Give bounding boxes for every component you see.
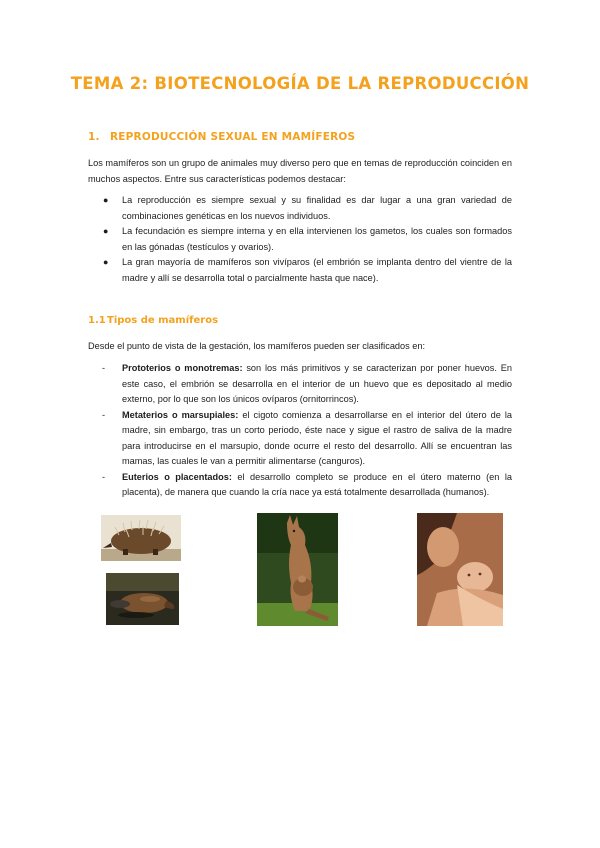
list-item-text: La reproducción es siempre sexual y su finalidad es dar lugar a una gran variedad de combinaciones genéticas en los nuevos individuos.	[122, 195, 512, 221]
bullet-icon: ●	[103, 195, 109, 205]
dash-marker: -	[102, 409, 106, 420]
platypus-image	[106, 573, 179, 625]
list-item	[88, 224, 512, 255]
list-item	[88, 255, 512, 286]
definition: el cigoto comienza a desarrollarse en el interior del útero de la madre, sin embargo, tras un corto periodo, éste nace y sigue el rastro de saliva de la madre para introducirse en el marsupio, donde ocurre el resto del desarrollo. Allí se encuentran las mamas, las cuales le van a permitir alimentarse (canguros).	[122, 409, 512, 466]
echidna-image	[101, 515, 181, 561]
list-item	[88, 193, 512, 224]
dash-marker: -	[102, 363, 106, 373]
section-1-intro: Los mamíferos son un grupo de animales muy diverso pero que en temas de reproducción coinciden en muchos aspectos. Entre sus características podemos destacar:	[88, 158, 512, 184]
list-item-text: La gran mayoría de mamíferos son vivíparos (el embrión se implanta dentro del vientre de la madre y allí se desarrolla total o parcialmente hasta que nace).	[122, 257, 512, 283]
section-heading-text: REPRODUCCIÓN SEXUAL EN MAMÍFEROS	[110, 131, 356, 143]
subsection-heading	[88, 315, 218, 326]
list-item	[88, 361, 512, 408]
subsection-intro: Desde el punto de vista de la gestación, los mamíferos pueden ser clasificados en:	[88, 341, 426, 351]
list-item	[88, 408, 512, 470]
dash-marker: -	[102, 471, 106, 482]
mammal-types-list	[88, 361, 512, 501]
bullet-icon: ●	[103, 257, 109, 267]
list-item	[88, 470, 512, 501]
list-item-text: La fecundación es siempre interna y en ella intervienen los gametos, los cuales son formados en las gónadas (testículos y ovarios).	[122, 226, 512, 252]
term: Prototerios o monotremas:	[122, 363, 243, 373]
kangaroo-image	[257, 513, 338, 626]
bullet-icon: ●	[103, 226, 109, 236]
page-title: TEMA 2: BIOTECNOLOGÍA DE LA REPRODUCCIÓN	[70, 74, 530, 93]
term: Metaterios o marsupiales:	[122, 409, 239, 420]
section-number: 1.	[88, 131, 100, 143]
definition: el desarrollo completo se produce en el útero materno (en la placenta), de manera que cuando la cría nace ya está totalmente desarrollada (humanos).	[122, 471, 512, 497]
section-heading-1	[88, 131, 355, 143]
definition: son los más primitivos y se caracterizan por poner huevos. En este caso, el embrión se desarrolla en el interior de un huevo que es depositado al medio externo, por lo que son los únicos ovíparos (ornitorrincos).	[122, 363, 512, 404]
subsection-heading-text: Tipos de mamíferos	[107, 315, 219, 326]
subsection-number: 1.1	[88, 315, 106, 326]
mother-baby-image	[417, 513, 503, 626]
characteristics-list	[88, 193, 512, 286]
term: Euterios o placentados:	[122, 471, 232, 482]
